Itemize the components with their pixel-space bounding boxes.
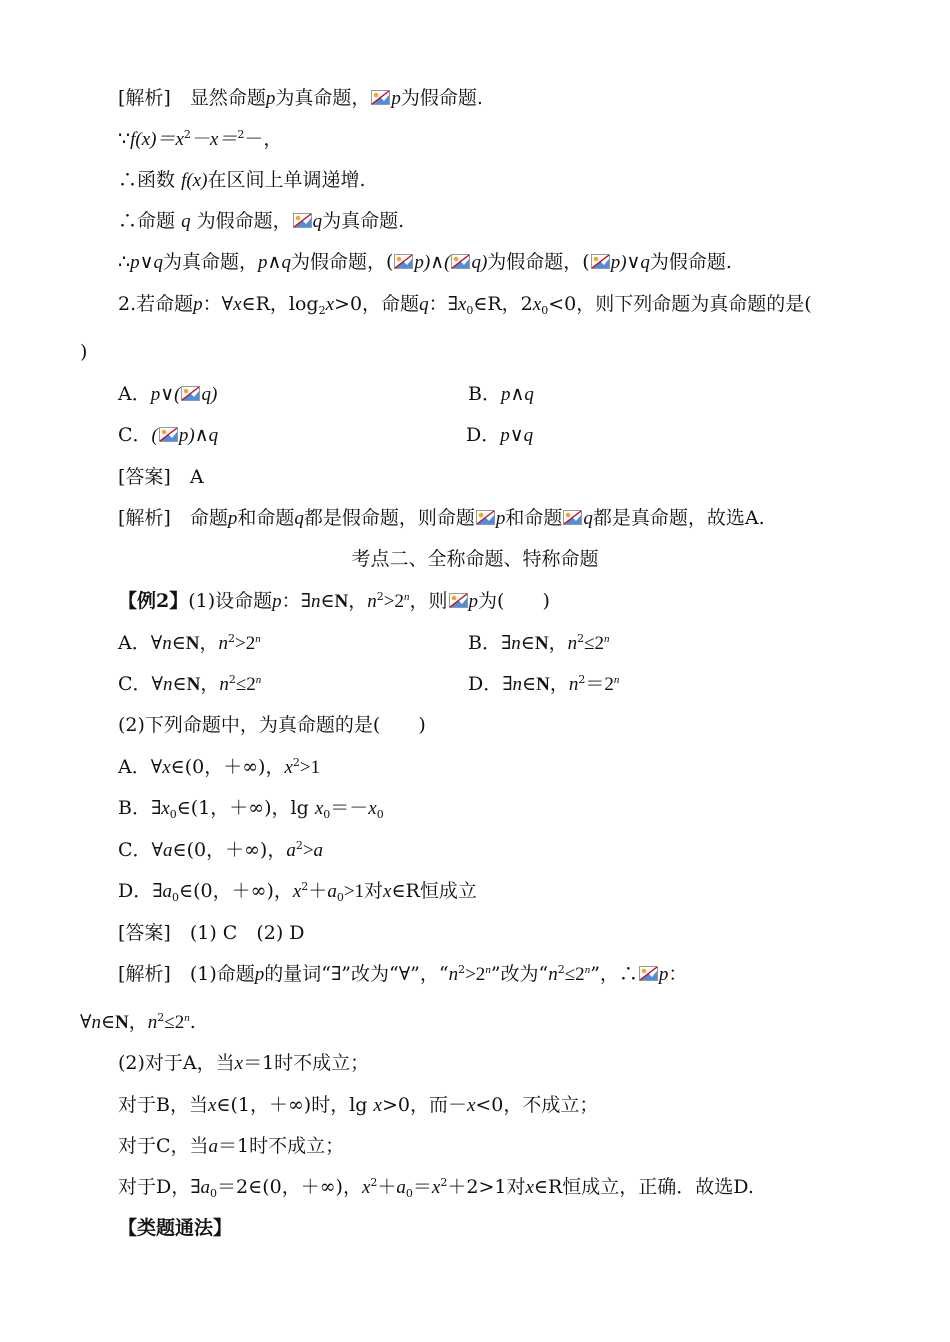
- text: ：∃: [281, 590, 311, 612]
- method-summary-heading: [118, 1216, 232, 1240]
- text: ≤2: [584, 633, 605, 654]
- text: ”改为“: [490, 963, 549, 985]
- subscript: 2: [318, 304, 326, 317]
- text: ，: [200, 673, 220, 695]
- ex2-analysis-1-cont: [80, 1010, 196, 1035]
- text: >1: [299, 757, 321, 778]
- text: .: [189, 1011, 196, 1033]
- var-p: p: [272, 591, 282, 612]
- formula: p∨q: [500, 425, 534, 446]
- q2-answer: [118, 465, 204, 489]
- superscript: 2: [292, 756, 300, 769]
- text: ：∀: [202, 293, 234, 315]
- text: ∃: [502, 673, 513, 695]
- var-x: x: [466, 1095, 476, 1116]
- var-a0: a: [396, 1177, 406, 1198]
- formula: f(x): [181, 170, 208, 191]
- var-a: a: [208, 1136, 219, 1157]
- text: [答案] A: [118, 466, 204, 488]
- var-x: x: [525, 1177, 534, 1198]
- text: ，: [128, 1011, 148, 1033]
- q2-option-c: [118, 423, 218, 448]
- q2-option-a: [118, 382, 217, 407]
- formula: p∧q: [258, 252, 291, 273]
- var-p: p: [391, 88, 401, 109]
- text: ＋2>1对: [447, 1176, 526, 1198]
- text: >1对: [343, 881, 384, 902]
- text: [解析] (1)命题: [118, 963, 255, 985]
- var-p: p: [468, 591, 479, 612]
- var-x: x: [383, 881, 392, 902]
- text: 为( ): [478, 590, 550, 612]
- text: >2: [235, 633, 256, 654]
- text: ∴命题: [118, 210, 176, 232]
- negation-symbol-image-icon: [181, 386, 200, 401]
- text: ∈(1，＋∞)时，lg: [216, 1094, 374, 1116]
- superscript: 2: [183, 128, 191, 141]
- subscript: 0: [169, 808, 177, 821]
- text: <0，不成立；: [475, 1094, 599, 1116]
- option-label: A．∀: [118, 756, 163, 778]
- superscript: 2: [577, 632, 585, 645]
- text: ：∃: [428, 293, 458, 315]
- text: ∈: [522, 673, 537, 695]
- var-x0: x: [161, 798, 170, 819]
- text: －，: [244, 128, 283, 150]
- formula: q): [471, 252, 488, 273]
- text: ∃: [500, 632, 512, 654]
- negation-symbol-image-icon: [394, 254, 413, 269]
- set-N: N: [185, 633, 200, 654]
- ex2-2-option-b: [118, 796, 384, 821]
- text: [解析] 命题: [118, 507, 228, 529]
- q2-analysis: [118, 506, 765, 531]
- text: ≤2: [564, 964, 585, 985]
- formula: p∨(: [150, 384, 181, 405]
- text: ∈R恒成立，正确．故选D.: [533, 1176, 754, 1198]
- option-label: C．∀: [118, 839, 164, 861]
- ex2-2-option-c: [118, 838, 323, 863]
- var-p: p: [658, 964, 669, 985]
- text: ＋: [308, 880, 328, 902]
- option-label: A．: [118, 632, 151, 654]
- var-p: p: [193, 294, 203, 315]
- superscript: 2: [157, 1011, 165, 1024]
- var-x: x: [292, 881, 302, 902]
- text: ∈(0，＋∞)，: [170, 756, 285, 778]
- text: 为假命题，(: [487, 251, 590, 273]
- text: 的量词“∃”改为“∀”，“: [264, 963, 449, 985]
- option-label: B．: [468, 632, 501, 654]
- var-a: a: [163, 840, 173, 861]
- ex2-2-option-d: [118, 879, 477, 904]
- subscript: 0: [210, 1187, 218, 1200]
- ex2-analysis-2: [118, 1051, 369, 1076]
- text: ，则: [409, 590, 448, 612]
- text: 对于C，当: [118, 1135, 209, 1157]
- text: ∈: [520, 632, 535, 654]
- text: ∀: [151, 673, 164, 695]
- var-x: x: [233, 294, 242, 315]
- negation-symbol-image-icon: [371, 90, 390, 105]
- var-x0: x: [314, 798, 324, 819]
- text: 对于D，∃: [118, 1176, 201, 1198]
- set-N: N: [115, 1012, 129, 1033]
- text: <0，则下列命题为真命题的是(: [548, 293, 812, 315]
- text: (2)下列命题中，为真命题的是( ): [118, 714, 426, 736]
- var-q: q: [419, 294, 429, 315]
- var-a0: a: [162, 881, 173, 902]
- subscript: 0: [405, 1187, 413, 1200]
- text: ≤2: [164, 1012, 185, 1033]
- text: ≤2: [235, 674, 256, 695]
- example-2-part-2-stem: [118, 713, 426, 737]
- text: ，: [549, 673, 569, 695]
- analysis-line-4: [118, 209, 404, 234]
- text: [解析] 显然命题: [118, 87, 266, 109]
- negation-symbol-image-icon: [563, 510, 582, 525]
- text: ＝－: [330, 797, 369, 819]
- text: ＝2∈(0，＋∞)，: [217, 1176, 362, 1198]
- text: ∈: [171, 632, 186, 654]
- text: 和命题: [237, 507, 295, 529]
- option-label: D．: [466, 424, 501, 446]
- text: ∈R，2: [473, 293, 533, 315]
- text: 为真命题.: [322, 210, 405, 232]
- superscript: 2: [301, 880, 309, 893]
- superscript: n: [404, 591, 410, 603]
- formula: p∧q: [500, 384, 534, 405]
- subscript: 0: [323, 808, 331, 821]
- analysis-line-5: [118, 250, 732, 275]
- ex2-analysis-5: [118, 1175, 754, 1200]
- var-n: n: [147, 1012, 158, 1033]
- var-x: x: [234, 1053, 244, 1074]
- text: >0，而－: [381, 1094, 467, 1116]
- ex2-1-option-c: [118, 672, 261, 697]
- ex2-2-option-a: [118, 755, 320, 780]
- set-N: N: [186, 674, 201, 695]
- var-x0: x: [368, 798, 377, 819]
- text: 对于B，当: [118, 1094, 208, 1116]
- text: 和命题: [505, 507, 563, 529]
- analysis-line-2: [118, 127, 282, 152]
- var-p: p: [227, 508, 238, 529]
- var-n: n: [219, 674, 229, 695]
- text: ＋: [377, 1176, 397, 1198]
- text: ＝2: [585, 674, 614, 695]
- var-n: n: [91, 1012, 101, 1033]
- option-label: D．∃: [118, 880, 163, 902]
- var-n: n: [310, 591, 321, 612]
- superscript: 2: [557, 963, 565, 976]
- text: 【类题通法】: [118, 1217, 233, 1239]
- text: ∀: [80, 1011, 92, 1033]
- text: 为假命题，: [196, 210, 292, 232]
- set-N: N: [534, 633, 549, 654]
- text: ＝: [412, 1176, 432, 1198]
- superscript: n: [613, 674, 620, 686]
- superscript: n: [255, 633, 261, 645]
- analysis-line-1: [118, 86, 483, 111]
- ex2-analysis-4: [118, 1134, 344, 1159]
- var-x0: x: [532, 294, 542, 315]
- negation-symbol-image-icon: [639, 966, 658, 981]
- text: 为真命题，: [275, 87, 371, 109]
- text: 考点二、全称命题、特称命题: [351, 548, 599, 570]
- option-label: A．: [118, 383, 151, 405]
- var-n: n: [367, 591, 377, 612]
- text: 为假命题.: [649, 251, 732, 273]
- set-N: N: [334, 591, 349, 612]
- superscript: 2: [237, 128, 245, 141]
- text: ∈(0，＋∞)，: [179, 880, 293, 902]
- var-n: n: [548, 964, 558, 985]
- subscript: 0: [376, 808, 384, 821]
- q2-option-d: [466, 423, 533, 448]
- var-a: a: [313, 840, 324, 861]
- var-x: x: [361, 1177, 371, 1198]
- text: ，: [548, 632, 568, 654]
- var-q: q: [583, 508, 593, 529]
- var-x0: x: [457, 294, 467, 315]
- ex2-answer: [118, 921, 305, 945]
- text: 在区间上单调递增.: [207, 169, 366, 191]
- text: (2)对于A，当: [118, 1052, 235, 1074]
- text: ∴: [118, 251, 131, 273]
- negation-symbol-image-icon: [293, 213, 312, 228]
- option-label: D．: [468, 673, 503, 695]
- text: ∈(0，＋∞)，: [172, 839, 287, 861]
- text: ∈: [172, 673, 187, 695]
- text: ∈: [100, 1011, 116, 1033]
- var-p: p: [265, 88, 276, 109]
- var-x: x: [431, 1177, 441, 1198]
- negation-symbol-image-icon: [159, 427, 178, 442]
- formula: p)∧q: [178, 425, 219, 446]
- text: (1)设命题: [188, 590, 273, 612]
- set-N: N: [536, 674, 550, 695]
- superscript: 2: [295, 839, 303, 852]
- text: ): [80, 341, 88, 363]
- text: ：: [668, 963, 688, 985]
- superscript: 2: [440, 1176, 448, 1189]
- text: 2.若命题: [118, 293, 194, 315]
- formula: p∨q: [130, 252, 164, 273]
- example-2-stem: [118, 589, 550, 614]
- subscript: 0: [541, 304, 549, 317]
- option-label: C．: [118, 673, 152, 695]
- var-q: q: [181, 211, 191, 232]
- var-x: x: [325, 294, 335, 315]
- var-p: p: [495, 508, 506, 529]
- text: ”，∴: [590, 963, 638, 985]
- negation-symbol-image-icon: [449, 593, 468, 608]
- var-x: x: [373, 1095, 382, 1116]
- var-q: q: [312, 211, 323, 232]
- superscript: n: [584, 964, 591, 976]
- superscript: 2: [458, 963, 466, 976]
- ex2-analysis-3: [118, 1093, 598, 1118]
- subscript: 0: [172, 891, 180, 904]
- var-n: n: [162, 633, 172, 654]
- negation-symbol-image-icon: [591, 254, 610, 269]
- formula: p)∧(: [414, 252, 451, 273]
- ex2-1-option-b: [468, 631, 610, 656]
- formula: －x＝: [190, 129, 238, 150]
- var-a0: a: [327, 881, 337, 902]
- analysis-line-3: [118, 168, 365, 193]
- var-n: n: [448, 964, 459, 985]
- example-label: 【例2】: [118, 590, 189, 612]
- var-p: p: [254, 964, 265, 985]
- text: ∴函数: [118, 169, 176, 191]
- negation-symbol-image-icon: [451, 254, 470, 269]
- text: 为假命题.: [400, 87, 483, 109]
- text: >2: [383, 591, 405, 612]
- text: ∈R，log: [241, 293, 319, 315]
- var-n: n: [567, 633, 578, 654]
- var-x: x: [162, 757, 171, 778]
- text: ＝1时不成立；: [218, 1135, 345, 1157]
- var-a: a: [286, 840, 296, 861]
- text: ∀: [150, 632, 163, 654]
- formula: (: [151, 425, 158, 446]
- superscript: n: [184, 1012, 190, 1024]
- superscript: 2: [578, 673, 586, 686]
- superscript: n: [604, 633, 610, 645]
- ex2-1-option-a: [118, 631, 261, 656]
- superscript: 2: [228, 632, 236, 645]
- q2-option-b: [468, 382, 534, 407]
- subscript: 0: [466, 304, 474, 317]
- var-q: q: [294, 508, 304, 529]
- var-n: n: [568, 674, 579, 695]
- text: ∈: [320, 590, 335, 612]
- text: 都是假命题，则命题: [303, 507, 475, 529]
- text: ＝1时不成立；: [243, 1052, 370, 1074]
- option-label: B．: [468, 383, 501, 405]
- text: 为假命题，(: [290, 251, 394, 273]
- section-heading: [0, 547, 950, 571]
- question-2-stem-end: [80, 340, 87, 364]
- formula: f(x)＝x: [130, 129, 184, 150]
- superscript: n: [485, 964, 491, 976]
- option-label: C．: [118, 424, 152, 446]
- negation-symbol-image-icon: [476, 510, 495, 525]
- superscript: 2: [376, 590, 384, 603]
- question-2-stem: [118, 292, 812, 317]
- superscript: 2: [370, 1176, 378, 1189]
- superscript: n: [255, 674, 262, 686]
- text: 都是真命题，故选A.: [592, 507, 765, 529]
- text: [答案] (1) C (2) D: [118, 922, 305, 944]
- var-n: n: [511, 633, 521, 654]
- text: 为真命题，: [163, 251, 259, 273]
- text: ，: [348, 590, 368, 612]
- var-x: x: [207, 1095, 217, 1116]
- ex2-analysis-1: [118, 962, 687, 987]
- text: ，: [199, 632, 219, 654]
- var-n: n: [512, 674, 523, 695]
- superscript: 2: [228, 673, 236, 686]
- formula: p)∨q: [610, 252, 650, 273]
- text: >0，命题: [334, 293, 420, 315]
- text: >2: [465, 964, 486, 985]
- text: ∈(1，＋∞)，lg: [176, 797, 315, 819]
- var-x: x: [284, 757, 293, 778]
- var-n: n: [163, 674, 173, 695]
- var-n: n: [218, 633, 229, 654]
- formula: q): [201, 384, 218, 405]
- var-a0: a: [200, 1177, 211, 1198]
- subscript: 0: [336, 891, 344, 904]
- text: ∈R恒成立: [391, 880, 477, 902]
- text: ∵: [118, 128, 131, 150]
- option-label: B．∃: [118, 797, 162, 819]
- text: >: [302, 840, 314, 861]
- ex2-1-option-d: [468, 672, 619, 697]
